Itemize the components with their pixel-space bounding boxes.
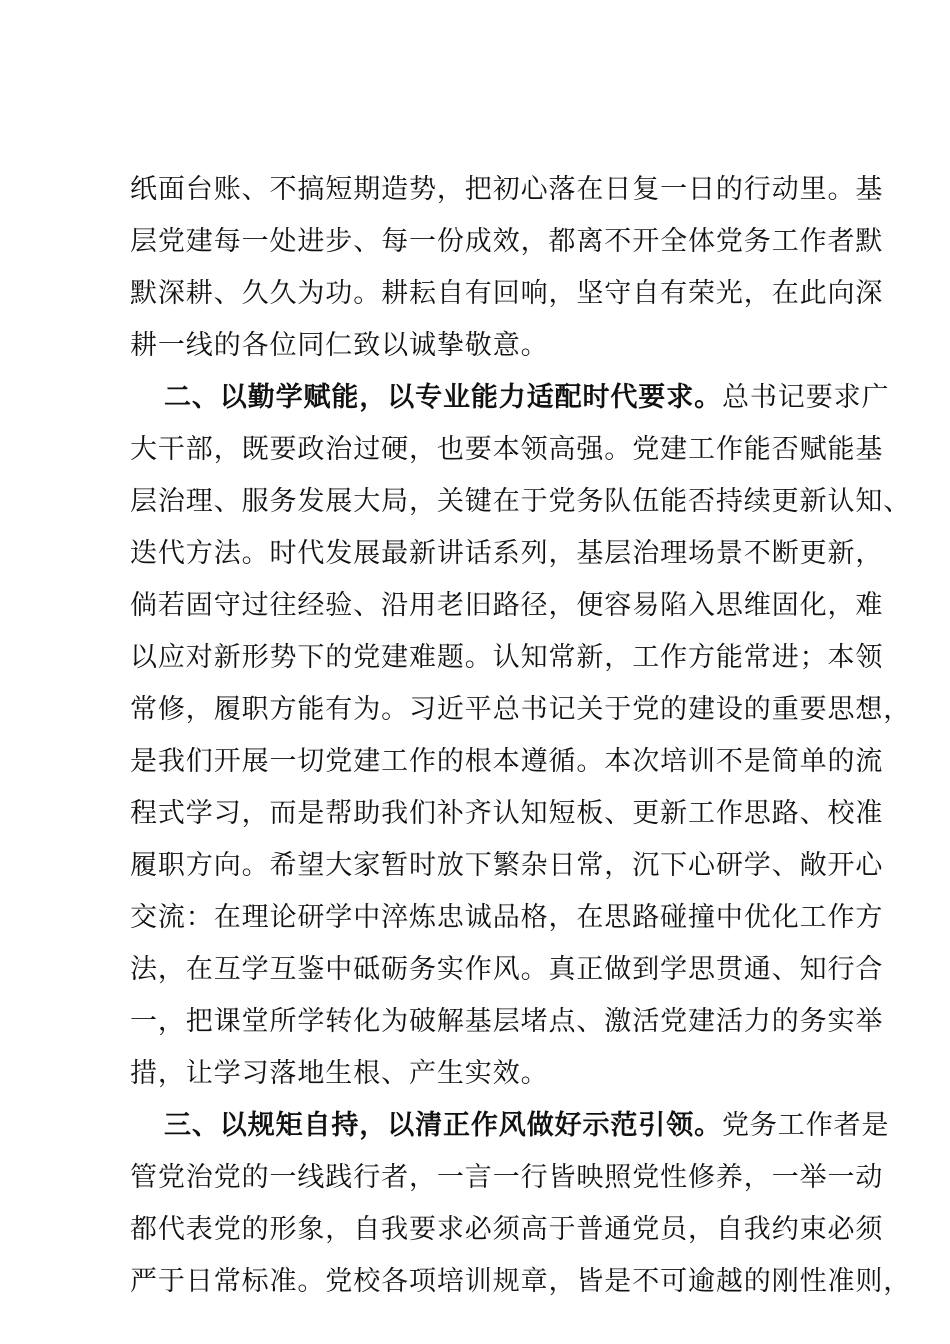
paragraph-1-line-4: 耕一线的各位同仁致以诚挚敬意。: [130, 330, 549, 361]
paragraph-2-line-7: 常修，履职方能有为。习近平总书记关于党的建设的重要思想，: [130, 694, 912, 725]
paragraph-2-line-11: 交流：在理论研学中淬炼忠诚品格，在思路碰撞中优化工作方: [130, 902, 884, 933]
paragraph-2-line-1-text: 总书记要求广: [722, 382, 890, 413]
paragraph-1-line-3: 默深耕、久久为功。耕耘自有回响，坚守自有荣光，在此向深: [130, 278, 884, 309]
paragraph-2-line-9: 程式学习，而是帮助我们补齐认知短板、更新工作思路、校准: [130, 798, 884, 829]
paragraph-3-line-4: 严于日常标准。党校各项培训规章，皆是不可逾越的刚性准则，: [130, 1266, 912, 1297]
paragraph-2-line-14: 措，让学习落地生根、产生实效。: [130, 1058, 549, 1089]
paragraph-2-line-2: 大干部，既要政治过硬，也要本领高强。党建工作能否赋能基: [130, 434, 884, 465]
paragraph-1-line-1: 纸面台账、不搞短期造势，把初心落在日复一日的行动里。基: [130, 174, 884, 205]
paragraph-2-line-6: 以应对新形势下的党建难题。认知常新，工作方能常进；本领: [130, 642, 884, 673]
paragraph-3-heading: 三、以规矩自持，以清正作风做好示范引领。: [164, 1110, 722, 1141]
paragraph-2-line-4: 迭代方法。时代发展最新讲话系列，基层治理场景不断更新，: [130, 538, 884, 569]
paragraph-3-line-1: [164, 1104, 890, 1148]
paragraph-2-line-10: 履职方向。希望大家暂时放下繁杂日常，沉下心研学、敞开心: [130, 850, 884, 881]
paragraph-3-line-3: 都代表党的形象，自我要求必须高于普通党员，自我约束必须: [130, 1214, 884, 1245]
paragraph-1-line-2: 层党建每一处进步、每一份成效，都离不开全体党务工作者默: [130, 226, 884, 257]
paragraph-2-line-5: 倘若固守过往经验、沿用老旧路径，便容易陷入思维固化，难: [130, 590, 884, 621]
paragraph-2-line-3: 层治理、服务发展大局，关键在于党务队伍能否持续更新认知、: [130, 486, 912, 517]
paragraph-2-heading: 二、以勤学赋能，以专业能力适配时代要求。: [164, 382, 722, 413]
paragraph-2-line-12: 法，在互学互鉴中砥砺务实作风。真正做到学思贯通、知行合: [130, 954, 884, 985]
paragraph-3-line-1-text: 党务工作者是: [722, 1110, 890, 1141]
paragraph-2-line-1: [164, 376, 890, 420]
paragraph-2-line-13: 一，把课堂所学转化为破解基层堵点、激活党建活力的务实举: [130, 1006, 884, 1037]
paragraph-3-line-2: 管党治党的一线践行者，一言一行皆映照党性修养，一举一动: [130, 1162, 884, 1193]
paragraph-2-line-8: 是我们开展一切党建工作的根本遵循。本次培训不是简单的流: [130, 746, 884, 777]
